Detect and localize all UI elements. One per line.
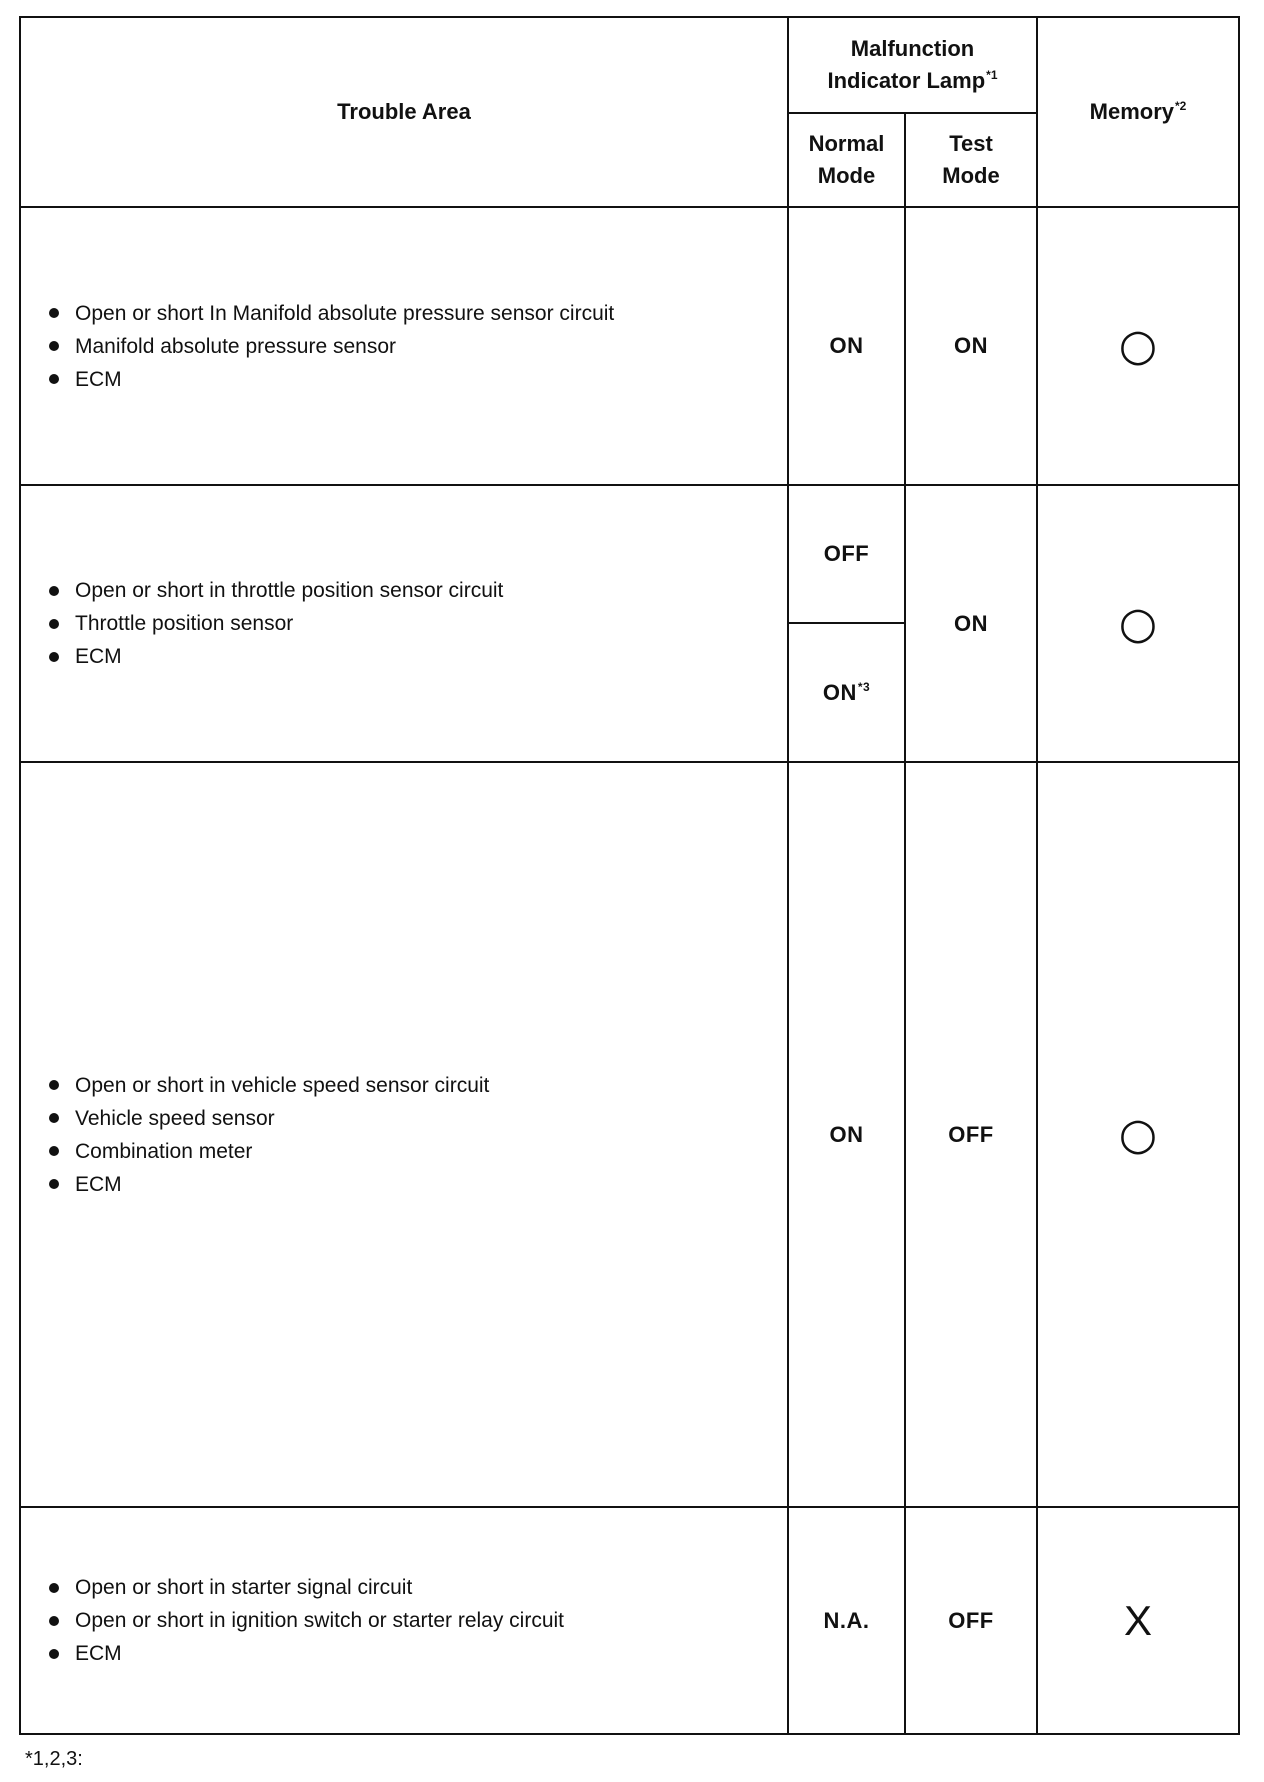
- list-item: Throttle position sensor: [49, 607, 787, 640]
- trouble-area-header: Trouble Area: [20, 17, 788, 207]
- test-mode-value: OFF: [905, 1507, 1037, 1734]
- normal-mode-value: ON: [788, 207, 905, 485]
- memory-circle-icon: ○: [1118, 1108, 1158, 1160]
- table-row: [20, 485, 1239, 623]
- list-item: Manifold absolute pressure sensor: [49, 330, 787, 363]
- table-row: [20, 1507, 1239, 1734]
- memory-circle-icon: ○: [1118, 597, 1158, 649]
- memory-cell: [1037, 207, 1239, 485]
- test-mode-value: ON: [905, 485, 1037, 762]
- test-mode-value: OFF: [905, 762, 1037, 1507]
- trouble-area-cell: [20, 762, 788, 1507]
- list-item: Open or short in starter signal circuit: [49, 1571, 787, 1604]
- list-item: ECM: [49, 640, 787, 673]
- header-row: [20, 17, 1239, 113]
- mil-footnote-mark: *1: [986, 68, 998, 82]
- mil-header: [788, 17, 1037, 113]
- trouble-list: [49, 297, 787, 396]
- bullet-icon: [49, 1649, 59, 1659]
- bullet-icon: [49, 308, 59, 318]
- footnote: *1,2,3:: [25, 1748, 83, 1770]
- bullet-icon: [49, 1146, 59, 1156]
- normal-mode-header: Normal Mode: [788, 113, 905, 207]
- bullet-icon: [49, 374, 59, 384]
- list-item: Open or short in ignition switch or starter relay circuit: [49, 1604, 787, 1637]
- test-mode-header: Test Mode: [905, 113, 1037, 207]
- bullet-icon: [49, 586, 59, 596]
- trouble-area-cell: [20, 207, 788, 485]
- memory-cell: [1037, 762, 1239, 1507]
- bullet-icon: [49, 1080, 59, 1090]
- footnote-mark: *3: [857, 679, 871, 694]
- memory-header-label: Memory: [1089, 99, 1174, 124]
- trouble-list: [49, 1571, 787, 1670]
- normal-mode-value: ON$^{*3}$: [788, 623, 905, 762]
- list-item: Vehicle speed sensor: [49, 1102, 787, 1135]
- trouble-list: [49, 574, 787, 673]
- mil-header-label: Malfunction Indicator Lamp: [827, 36, 986, 93]
- bullet-icon: [49, 619, 59, 629]
- memory-cell: [1037, 485, 1239, 762]
- test-mode-value: ON: [905, 207, 1037, 485]
- trouble-area-cell: [20, 1507, 788, 1734]
- list-item: Combination meter: [49, 1135, 787, 1168]
- memory-x-icon: X: [1123, 1596, 1152, 1644]
- normal-mode-value: ON: [788, 762, 905, 1507]
- normal-mode-value: N.A.: [788, 1507, 905, 1734]
- list-item: ECM: [49, 1637, 787, 1670]
- normal-mode-value: OFF: [788, 485, 905, 623]
- list-item: Open or short in vehicle speed sensor circuit: [49, 1069, 787, 1102]
- list-item: Open or short In Manifold absolute pressure sensor circuit: [49, 297, 787, 330]
- bullet-icon: [49, 1179, 59, 1189]
- list-item: ECM: [49, 363, 787, 396]
- diagnostic-table: [19, 16, 1240, 1735]
- bullet-icon: [49, 1616, 59, 1626]
- trouble-area-cell: [20, 485, 788, 762]
- bullet-icon: [49, 1583, 59, 1593]
- memory-footnote-mark: *2: [1175, 99, 1187, 113]
- memory-header: [1037, 17, 1239, 207]
- memory-cell: [1037, 1507, 1239, 1734]
- table-row: [20, 207, 1239, 485]
- table-row: [20, 762, 1239, 1507]
- list-item: ECM: [49, 1168, 787, 1201]
- memory-circle-icon: ○: [1118, 320, 1158, 371]
- list-item: Open or short in throttle position sensor circuit: [49, 574, 787, 607]
- bullet-icon: [49, 1113, 59, 1123]
- bullet-icon: [49, 341, 59, 351]
- bullet-icon: [49, 652, 59, 662]
- trouble-list: [49, 1069, 787, 1201]
